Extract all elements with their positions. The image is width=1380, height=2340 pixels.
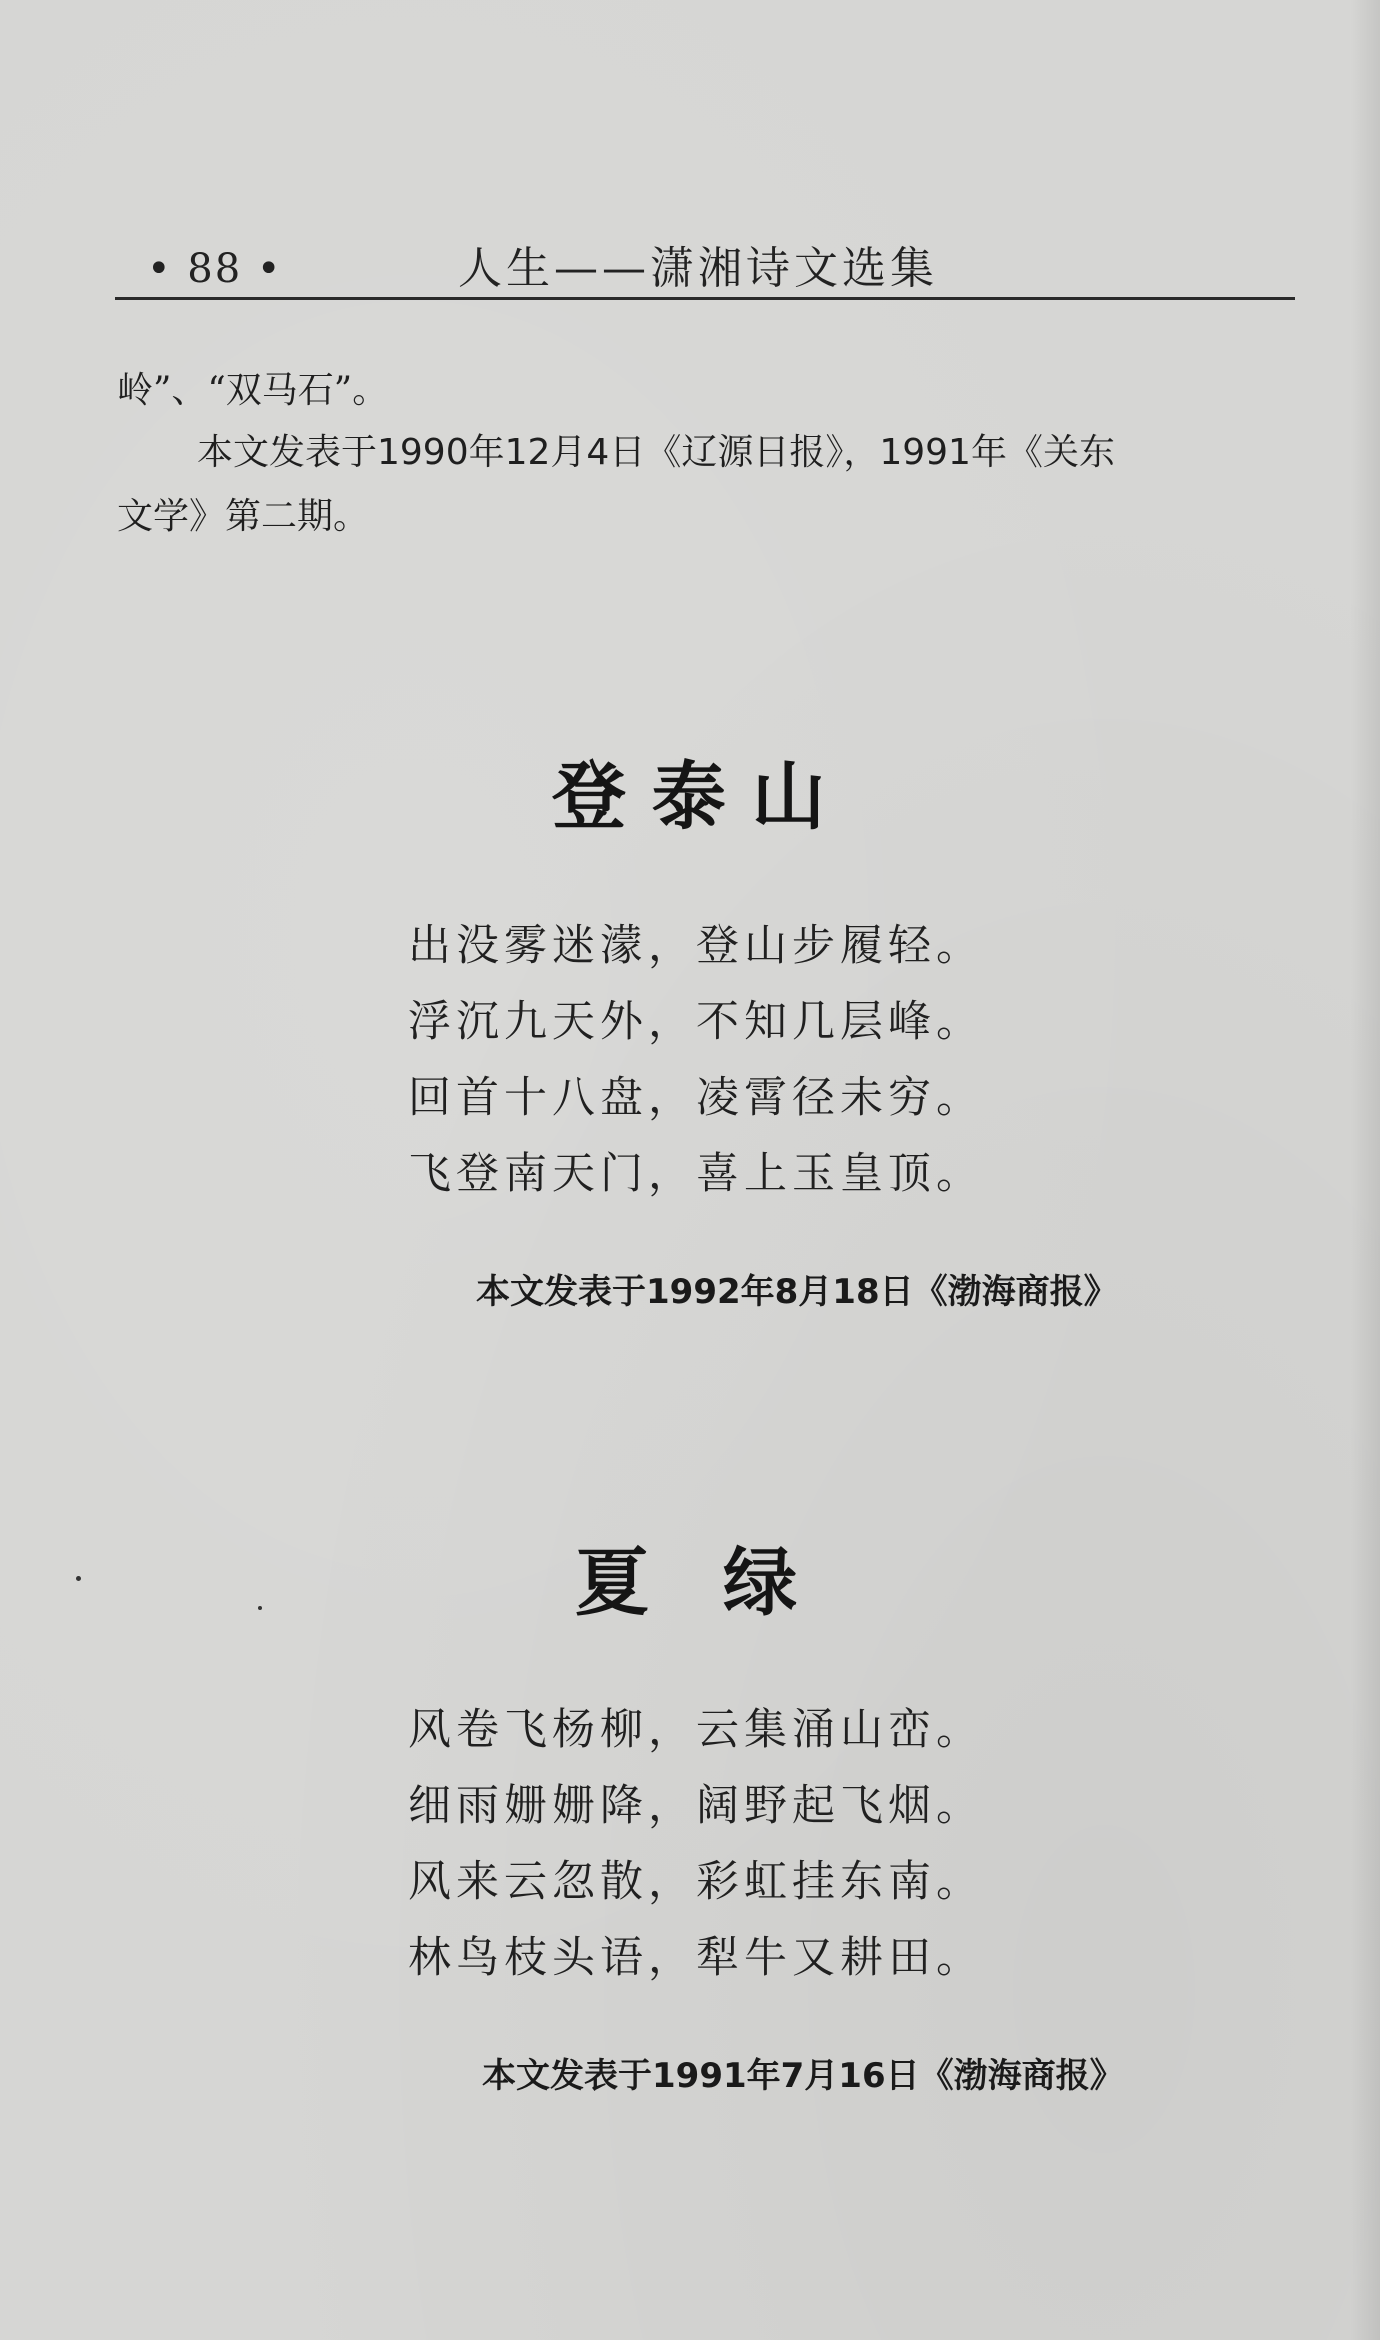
page-edge-shadow <box>1350 0 1380 2340</box>
poem-title-xia-lv: 夏 绿 <box>575 1540 797 1626</box>
running-header <box>115 238 1295 300</box>
publication-note-line-1: 本文发表于1990年12月4日《辽源日报》，1991年《关东 <box>197 432 1115 473</box>
scan-speck <box>76 1576 81 1581</box>
poem-1-line-3: 回首十八盘，凌霄径未穷。 <box>408 1073 984 1123</box>
poem-1-source: 本文发表于1992年8月18日《渤海商报》 <box>476 1272 1118 1312</box>
poem-2-source: 本文发表于1991年7月16日《渤海商报》 <box>482 2056 1124 2096</box>
book-title: 人生——潇湘诗文选集 <box>458 243 938 294</box>
continued-text: 岭”、“双马石”。 <box>117 370 389 411</box>
header-rule <box>115 297 1295 300</box>
poem-title-deng-tai-shan: 登 泰 山 <box>552 754 826 840</box>
poem-2-line-3: 风来云忽散，彩虹挂东南。 <box>408 1857 984 1907</box>
poem-2-line-4: 林鸟枝头语，犁牛又耕田。 <box>408 1933 984 1983</box>
poem-2-line-1: 风卷飞杨柳，云集涌山峦。 <box>408 1705 984 1755</box>
poem-1-line-2: 浮沉九天外，不知几层峰。 <box>408 997 984 1047</box>
poem-2-line-2: 细雨姗姗降，阔野起飞烟。 <box>408 1781 984 1831</box>
publication-note-line-2: 文学》第二期。 <box>117 496 370 537</box>
scan-speck <box>258 1606 262 1610</box>
poem-1-line-1: 出没雾迷濛，登山步履轻。 <box>408 921 984 971</box>
poem-1-line-4: 飞登南天门，喜上玉皇顶。 <box>408 1149 984 1199</box>
page-number: • 88 • <box>147 246 283 292</box>
